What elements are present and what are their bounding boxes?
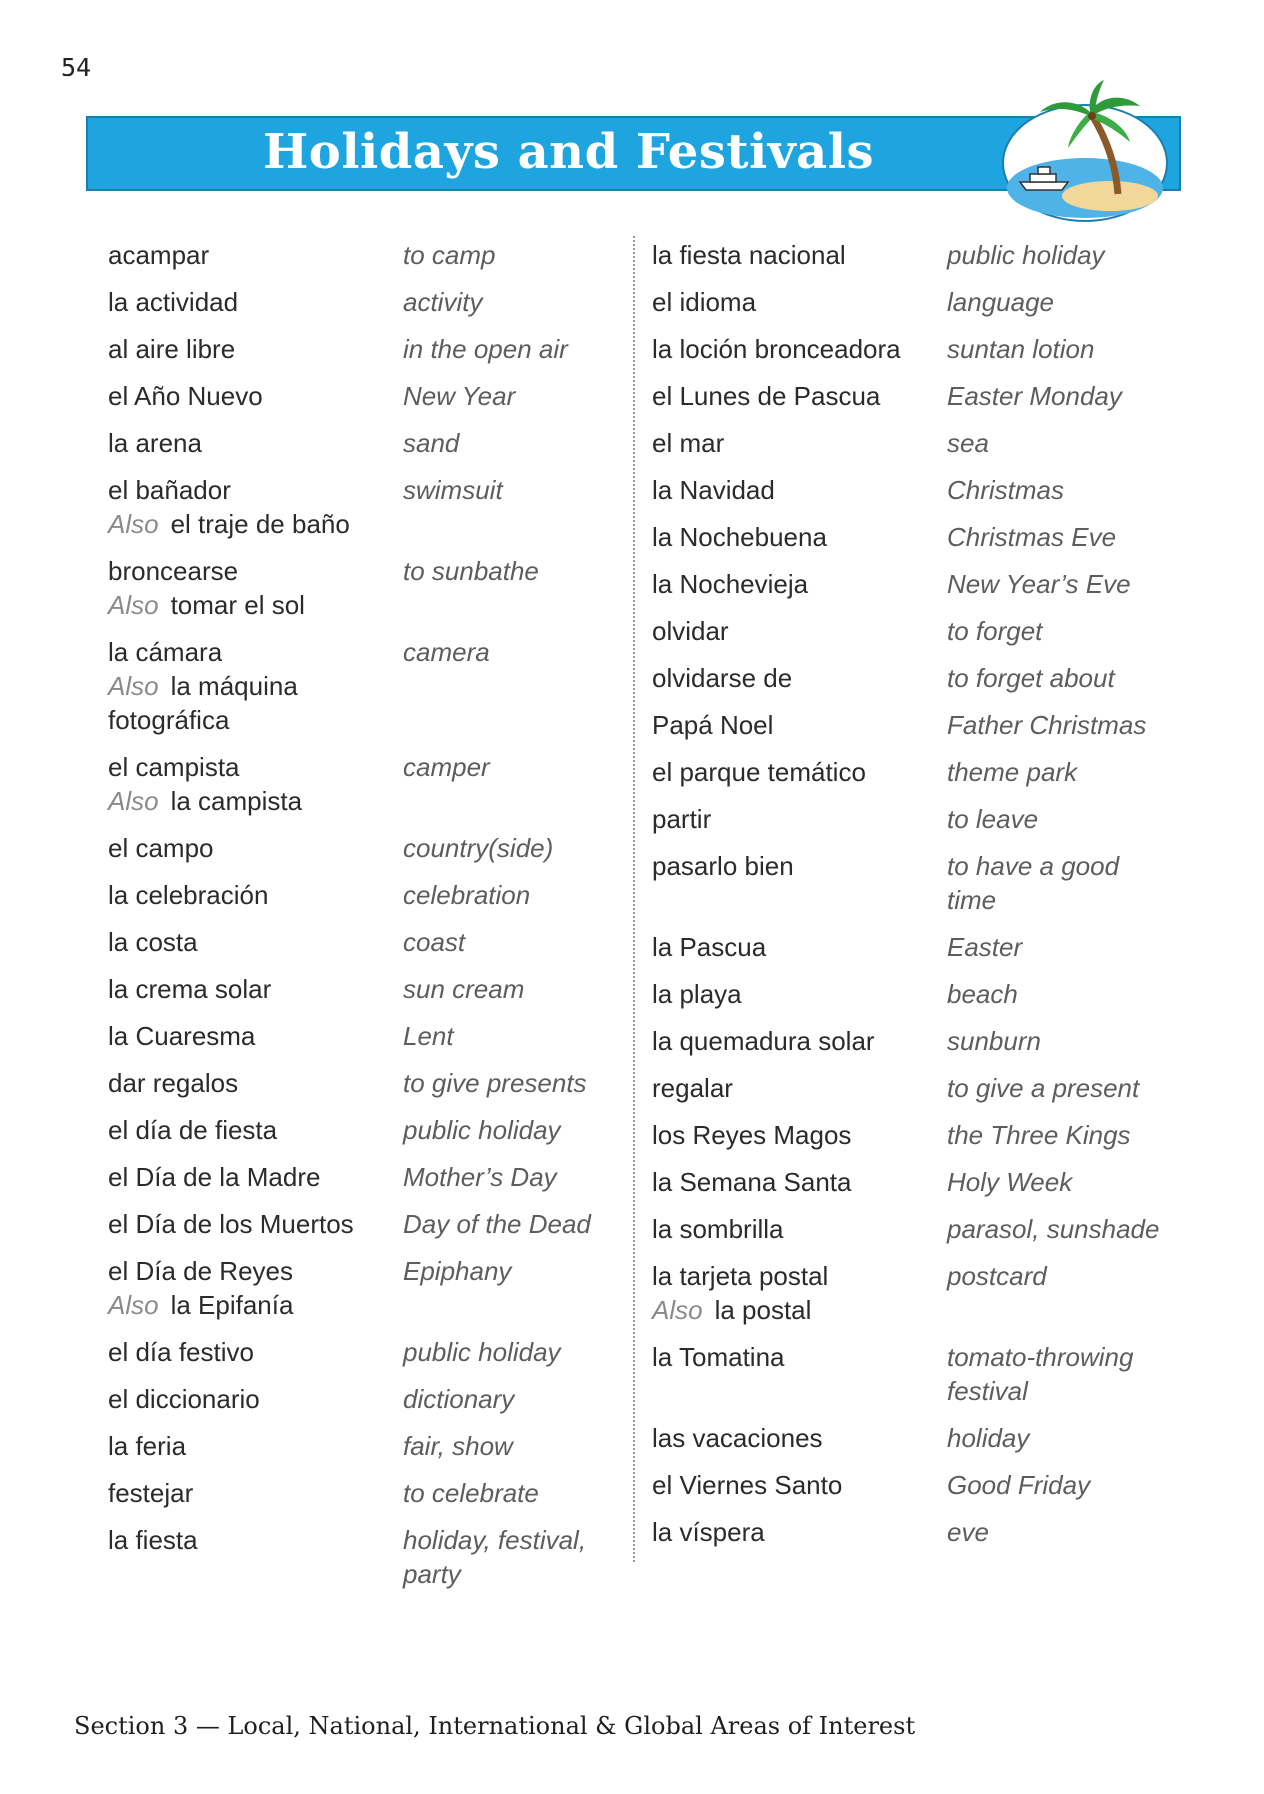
spanish-term [108,972,398,1006]
english-translation: activity [403,287,483,317]
spanish-term [652,285,942,319]
spanish-word: la crema solar [108,974,272,1004]
vocab-entry [108,332,618,379]
spanish-term [108,379,398,413]
also-alternative [108,1288,398,1322]
english-translation: dictionary [403,1384,515,1414]
spanish-term [108,1207,398,1241]
english-translation: Epiphany [403,1256,512,1286]
also-alternative [108,507,398,541]
spanish-term [108,1066,398,1100]
also-alternative [108,669,398,737]
spanish-word: festejar [108,1478,194,1508]
english-translation: Day of the Dead [403,1209,591,1239]
spanish-term [108,238,398,272]
also-label: Also [108,1290,159,1320]
spanish-term [108,1160,398,1194]
spanish-term [108,750,398,818]
also-label: Also [108,786,159,816]
vocab-entry [652,849,1172,930]
vocab-entry [108,473,618,554]
vocab-entry [652,1165,1172,1212]
alternative-word: la máquina fotográfica [108,671,298,735]
spanish-word: el Día de Reyes [108,1256,293,1286]
english-translation: fair, show [403,1431,513,1461]
spanish-word: la quemadura solar [652,1026,875,1056]
vocab-entry [652,332,1172,379]
spanish-term [108,635,398,737]
english-translation: sun cream [403,974,525,1004]
spanish-term [652,1421,942,1455]
spanish-word: la Nochevieja [652,569,809,599]
spanish-word: la Semana Santa [652,1167,852,1197]
section-footer: Section 3 — Local, National, International & Global Areas of Interest [74,1712,916,1740]
vocab-entry [652,426,1172,473]
english-translation: public holiday [403,1337,561,1367]
also-alternative [108,588,398,622]
vocab-entry [652,1212,1172,1259]
spanish-word: la celebración [108,880,269,910]
english-translation: suntan lotion [947,334,1095,364]
vocab-entry [652,1259,1172,1340]
vocab-entry [108,1113,618,1160]
vocab-entry [108,1207,618,1254]
spanish-term [108,1429,398,1463]
vocab-entry [108,1160,618,1207]
also-label: Also [108,671,159,701]
spanish-word: el parque temático [652,757,866,787]
english-translation: language [947,287,1054,317]
alternative-word: tomar el sol [170,590,305,620]
spanish-term [652,1118,942,1152]
vocab-entry [108,1523,618,1604]
spanish-word: acampar [108,240,210,270]
spanish-term [652,849,942,883]
spanish-term [108,1113,398,1147]
spanish-term [652,661,942,695]
alternative-word: la postal [714,1295,812,1325]
english-translation: Easter [947,932,1023,962]
spanish-word: el idioma [652,287,757,317]
spanish-word: el diccionario [108,1384,260,1414]
english-translation: to camp [403,240,496,270]
spanish-term [652,1165,942,1199]
spanish-word: la loción bronceadora [652,334,901,364]
english-translation: celebration [403,880,531,910]
spanish-word: la costa [108,927,198,957]
english-translation: Good Friday [947,1470,1091,1500]
vocab-entry [652,1024,1172,1071]
spanish-term [652,1071,942,1105]
spanish-word: la sombrilla [652,1214,784,1244]
english-translation: to give a present [947,1073,1140,1103]
english-translation: to leave [947,804,1039,834]
english-translation: postcard [947,1261,1047,1291]
english-translation: Lent [403,1021,454,1051]
spanish-word: al aire libre [108,334,236,364]
vocab-entry [108,972,618,1019]
spanish-term [652,755,942,789]
vocab-entry [652,1340,1172,1421]
page-number: 54 [61,53,92,82]
vocab-entry [108,1429,618,1476]
spanish-word: regalar [652,1073,733,1103]
spanish-word: olvidarse de [652,663,793,693]
spanish-word: la fiesta nacional [652,240,846,270]
spanish-term [652,802,942,836]
english-translation: New Year’s Eve [947,569,1131,599]
english-translation: Easter Monday [947,381,1122,411]
vocab-entry [108,285,618,332]
english-translation: Christmas [947,475,1065,505]
vocab-entry [652,802,1172,849]
spanish-term [108,1019,398,1053]
spanish-word: la Pascua [652,932,767,962]
island-palm-icon [990,78,1170,228]
english-translation: sunburn [947,1026,1041,1056]
spanish-term [108,878,398,912]
spanish-term [108,1523,398,1557]
spanish-term [108,1254,398,1322]
page-title: Holidays and Festivals [262,124,875,180]
vocab-entry [108,635,618,750]
spanish-word: la Tomatina [652,1342,785,1372]
vocab-entry [652,930,1172,977]
column-divider [633,236,635,1562]
spanish-word: el campo [108,833,214,863]
spanish-term [108,554,398,622]
spanish-term [652,614,942,648]
spanish-word: pasarlo bien [652,851,794,881]
vocab-entry [652,285,1172,332]
spanish-word: la feria [108,1431,187,1461]
right-vocab-column [652,238,1172,1562]
english-translation: sea [947,428,989,458]
english-translation: holiday, festival, party [403,1525,587,1589]
english-translation: to forget about [947,663,1115,693]
english-translation: swimsuit [403,475,503,505]
spanish-term [652,1259,942,1327]
english-translation: eve [947,1517,989,1547]
spanish-word: la víspera [652,1517,765,1547]
spanish-word: el Viernes Santo [652,1470,843,1500]
spanish-term [652,567,942,601]
spanish-word: la actividad [108,287,239,317]
vocab-entry [652,473,1172,520]
alternative-word: la campista [170,786,303,816]
spanish-term [652,1468,942,1502]
spanish-word: la arena [108,428,202,458]
spanish-term [652,1212,942,1246]
vocab-entry [652,1118,1172,1165]
english-translation: holiday [947,1423,1030,1453]
spanish-word: la tarjeta postal [652,1261,829,1291]
vocab-entry [108,238,618,285]
english-translation: New Year [403,381,516,411]
spanish-term [652,520,942,554]
english-translation: Father Christmas [947,710,1147,740]
vocab-entry [652,1421,1172,1468]
spanish-term [652,977,942,1011]
spanish-term [652,379,942,413]
vocab-entry [108,1382,618,1429]
vocab-entry [108,379,618,426]
vocab-entry [652,1071,1172,1118]
english-translation: to give presents [403,1068,587,1098]
left-vocab-column [108,238,618,1604]
spanish-word: el Día de los Muertos [108,1209,354,1239]
english-translation: Holy Week [947,1167,1073,1197]
spanish-word: la Nochebuena [652,522,827,552]
spanish-word: el día de fiesta [108,1115,278,1145]
spanish-term [652,332,942,366]
vocab-entry [108,1254,618,1335]
spanish-term [108,426,398,460]
spanish-term [108,1382,398,1416]
vocab-entry [652,614,1172,661]
english-translation: the Three Kings [947,1120,1131,1150]
spanish-term [652,1340,942,1374]
vocab-entry [108,426,618,473]
spanish-term [652,1515,942,1549]
spanish-word: la Cuaresma [108,1021,256,1051]
spanish-term [652,238,942,272]
spanish-word: el Día de la Madre [108,1162,321,1192]
spanish-term [652,426,942,460]
vocab-entry [652,1515,1172,1562]
spanish-term [108,1335,398,1369]
spanish-word: los Reyes Magos [652,1120,852,1150]
vocab-entry [108,1335,618,1382]
also-label: Also [108,590,159,620]
vocab-entry [652,238,1172,285]
english-translation: country(side) [403,833,554,863]
spanish-term [108,473,398,541]
english-translation: in the open air [403,334,568,364]
spanish-term [652,708,942,742]
spanish-word: dar regalos [108,1068,239,1098]
spanish-word: las vacaciones [652,1423,823,1453]
english-translation: sand [403,428,460,458]
spanish-word: el día festivo [108,1337,254,1367]
vocab-entry [652,567,1172,614]
english-translation: Christmas Eve [947,522,1117,552]
also-alternative [108,784,398,818]
vocab-entry [108,1019,618,1066]
vocab-entry [108,831,618,878]
english-translation: public holiday [947,240,1105,270]
spanish-word: el mar [652,428,725,458]
english-translation: to sunbathe [403,556,539,586]
also-label: Also [108,509,159,539]
spanish-word: la playa [652,979,742,1009]
alternative-word: el traje de baño [170,509,350,539]
spanish-term [108,925,398,959]
english-translation: camper [403,752,490,782]
vocab-entry [652,755,1172,802]
english-translation: to forget [947,616,1043,646]
english-translation: beach [947,979,1018,1009]
spanish-word: Papá Noel [652,710,774,740]
spanish-word: el campista [108,752,240,782]
english-translation: coast [403,927,466,957]
spanish-term [108,1476,398,1510]
english-translation: to have a good time [947,851,1120,915]
spanish-word: el Lunes de Pascua [652,381,881,411]
vocab-entry [652,977,1172,1024]
vocab-entry [108,925,618,972]
english-translation: theme park [947,757,1078,787]
english-translation: public holiday [403,1115,561,1145]
spanish-word: partir [652,804,712,834]
spanish-term [652,1024,942,1058]
english-translation: to celebrate [403,1478,539,1508]
spanish-term [108,831,398,865]
vocab-entry [108,554,618,635]
vocab-entry [108,750,618,831]
spanish-word: el Año Nuevo [108,381,263,411]
vocab-entry [652,708,1172,755]
vocab-entry [652,520,1172,567]
vocab-entry [108,1476,618,1523]
also-label: Also [652,1295,703,1325]
spanish-word: la cámara [108,637,223,667]
vocab-entry [652,661,1172,708]
vocab-entry [108,878,618,925]
english-translation: camera [403,637,490,667]
spanish-word: la Navidad [652,475,775,505]
spanish-term [108,332,398,366]
english-translation: Mother’s Day [403,1162,557,1192]
spanish-word: el bañador [108,475,231,505]
vocab-entry [652,1468,1172,1515]
vocab-entry [108,1066,618,1113]
vocab-entry [652,379,1172,426]
spanish-word: broncearse [108,556,239,586]
spanish-word: olvidar [652,616,729,646]
spanish-term [652,930,942,964]
spanish-word: la fiesta [108,1525,198,1555]
english-translation: parasol, sunshade [947,1214,1160,1244]
also-alternative [652,1293,942,1327]
english-translation: tomato-throwing festival [947,1342,1134,1406]
spanish-term [108,285,398,319]
alternative-word: la Epifanía [170,1290,294,1320]
spanish-term [652,473,942,507]
